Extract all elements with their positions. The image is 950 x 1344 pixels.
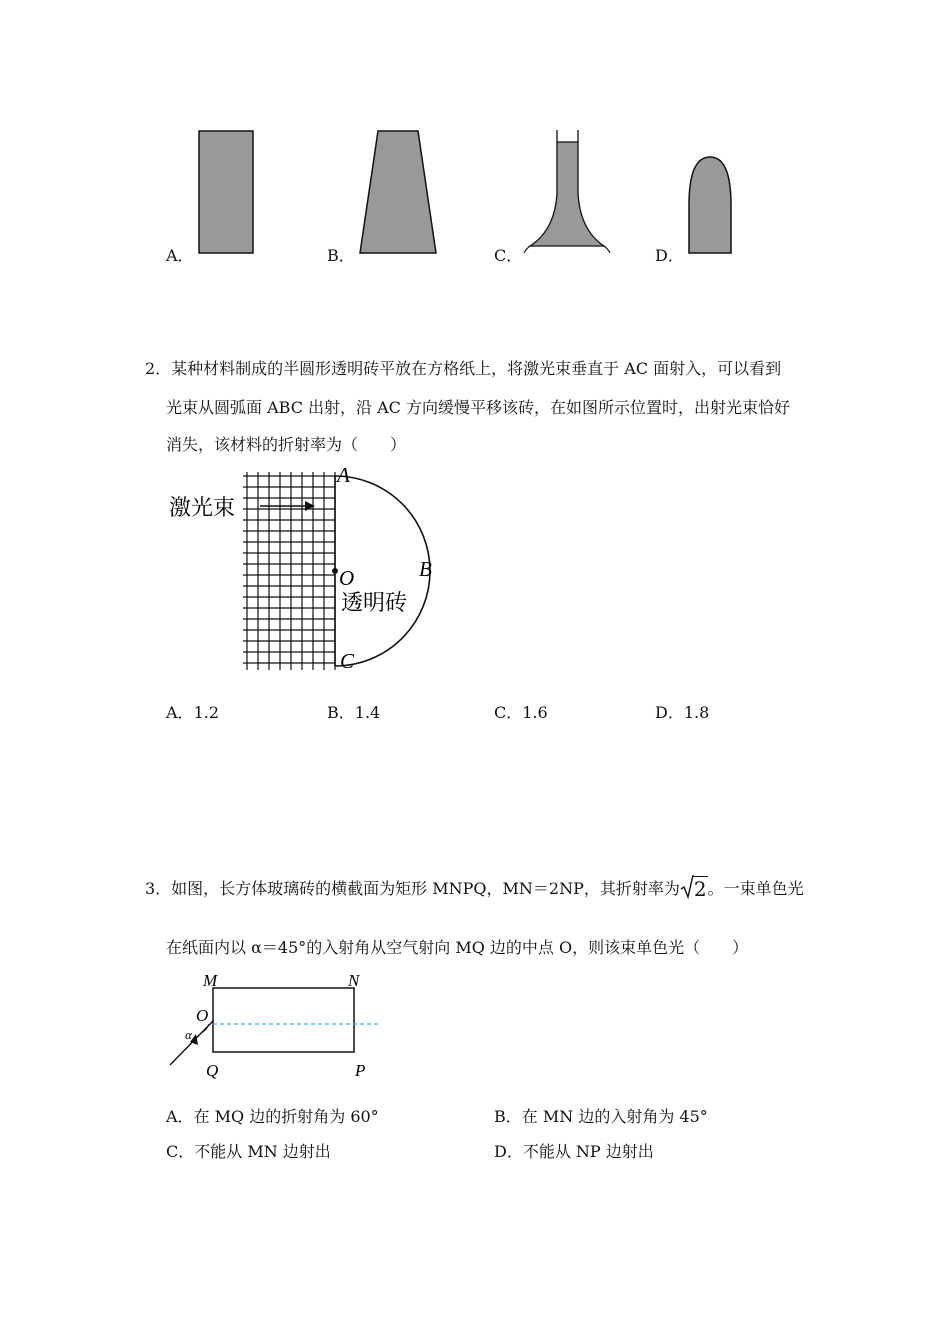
q3-option-d[interactable] [494, 1139, 654, 1162]
q3-option-c-text: 不能从 MN 边射出 [194, 1142, 331, 1161]
q1-option-a-label: A． [166, 246, 194, 265]
q2-figure [165, 462, 455, 677]
q2-label-c: C [340, 649, 355, 673]
q3-sqrt-value: 2 [693, 877, 707, 901]
q2-text-line-2: 光束从圆弧面 ABC 出射，沿 AC 方向缓慢平移该砖，在如图所示位置时，出射光束恰好 [166, 398, 790, 417]
q3-text-line-1 [145, 876, 804, 901]
q2-label-b: B [419, 557, 432, 581]
q2-option-b[interactable] [327, 700, 380, 723]
q3-sqrt [680, 877, 708, 901]
q2-option-c-value: 1.6 [522, 703, 548, 722]
q3-option-b[interactable] [494, 1104, 708, 1127]
q3-radical-sign [680, 874, 694, 900]
q3-option-b-text: 在 MN 边的入射角为 45° [521, 1107, 708, 1126]
q2-option-d-label: D． [655, 703, 684, 722]
q3-option-c[interactable] [166, 1139, 331, 1162]
q2-option-c-label: C． [494, 703, 523, 722]
q2-brick-label: 透明砖 [341, 590, 408, 615]
q3-option-a-text: 在 MQ 边的折射角为 60° [193, 1107, 379, 1126]
q2-label-o: O [339, 566, 355, 590]
q2-option-b-value: 1.4 [354, 703, 381, 722]
q3-label-alpha: α [185, 1027, 192, 1042]
q2-option-a-label: A． [166, 703, 194, 722]
q3-option-a[interactable] [166, 1104, 379, 1127]
q1-shape-rectangle [195, 128, 259, 258]
q3-text-line-2: 在纸面内以 α＝45°的入射角从空气射向 MQ 边的中点 O，则该束单色光（ ） [166, 938, 749, 957]
q2-option-b-label: B． [327, 703, 355, 722]
q2-beam-label: 激光束 [169, 495, 236, 520]
q1-shape-bullet [683, 150, 737, 258]
q2-grid-paper [243, 472, 335, 670]
q3-line1-after: 。一束单色光 [707, 879, 804, 898]
q3-option-d-text: 不能从 NP 边射出 [522, 1142, 654, 1161]
q3-option-d-label: D． [494, 1142, 523, 1161]
q1-shape-trapezoid [355, 128, 441, 258]
q2-center-point [332, 568, 338, 574]
q2-option-a-value: 1.2 [193, 703, 220, 722]
q3-label-n: N [348, 971, 360, 990]
q2-option-d-value: 1.8 [683, 703, 710, 722]
q3-label-o: O [196, 1006, 209, 1025]
q1-option-b-label: B． [327, 246, 355, 265]
q3-line1-before: 3．如图，长方体玻璃砖的横截面为矩形 MNPQ，MN＝2NP，其折射率为 [145, 879, 680, 898]
q2-option-c[interactable] [494, 700, 548, 723]
q3-label-q: Q [206, 1061, 219, 1080]
q2-option-a[interactable] [166, 700, 219, 723]
q2-option-d[interactable] [655, 700, 709, 723]
q3-option-a-label: A． [166, 1107, 194, 1126]
q1-shape-flared-tube [522, 128, 612, 260]
q3-label-m: M [203, 971, 218, 990]
q3-option-b-label: B． [494, 1107, 522, 1126]
q1-option-c-label: C． [494, 246, 523, 265]
q3-figure [163, 966, 388, 1084]
q2-text-line-3: 消失，该材料的折射率为（ ） [166, 435, 407, 454]
q2-label-a: A [337, 463, 350, 487]
q2-text-line-1: 2．某种材料制成的半圆形透明砖平放在方格纸上，将激光束垂直于 AC 面射入，可以看到 [145, 359, 782, 378]
q3-option-c-label: C． [166, 1142, 195, 1161]
q1-option-d-label: D． [655, 246, 684, 265]
q3-label-p: P [355, 1061, 366, 1080]
q3-rectangle-mnpq [213, 988, 354, 1052]
